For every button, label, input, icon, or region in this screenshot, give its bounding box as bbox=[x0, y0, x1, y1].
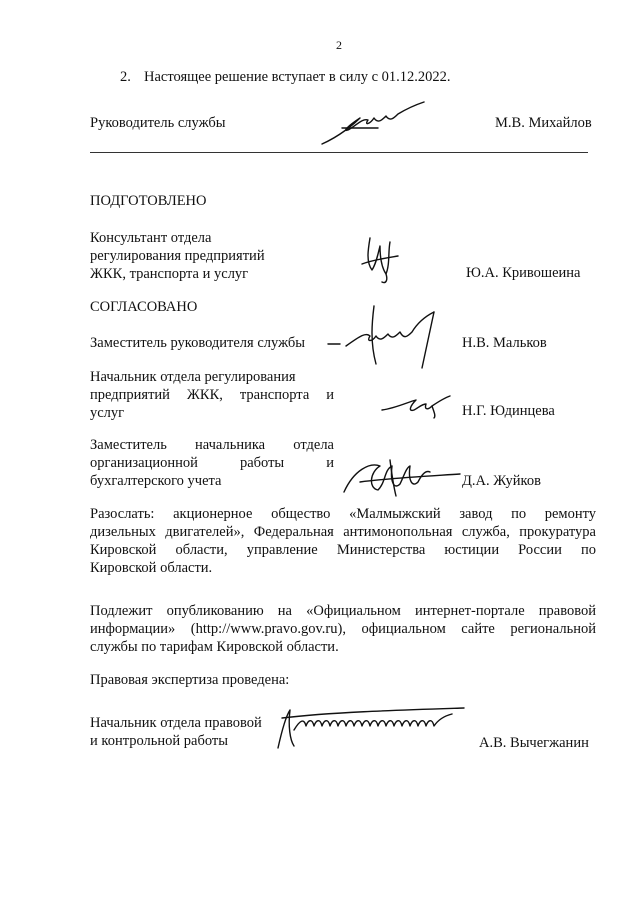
legal-signature bbox=[272, 700, 472, 756]
prepared-position-line: Консультант отдела bbox=[90, 230, 212, 246]
distribution-line: Кировской области. bbox=[90, 560, 213, 576]
dept-head-name: Н.Г. Юдинцева bbox=[462, 403, 555, 419]
distribution-line: Разослать: акционерное общество «Малмыжский завод по ремонту bbox=[90, 506, 596, 522]
legal-name: А.В. Вычегжанин bbox=[479, 735, 589, 751]
dept-head-position-line: услуг bbox=[90, 405, 125, 421]
deputy-dept-signature bbox=[340, 452, 466, 500]
legal-position bbox=[90, 714, 290, 750]
head-name: М.В. Михайлов bbox=[495, 115, 592, 131]
legal-position-line: и контрольной работы bbox=[90, 733, 228, 749]
deputy-name: Н.В. Мальков bbox=[462, 335, 547, 351]
prepared-position-line: регулирования предприятий bbox=[90, 248, 265, 264]
publication-line: информации» (http://www.pravo.gov.ru), официальном сайте региональной bbox=[90, 621, 596, 637]
publication-line: Подлежит опубликованию на «Официальном интернет-портале правовой bbox=[90, 603, 596, 619]
dept-head-position-line: предприятий ЖКК, транспорта и bbox=[90, 387, 334, 403]
prepared-signature bbox=[356, 234, 406, 286]
page-number: 2 bbox=[336, 38, 342, 52]
head-title: Руководитель службы bbox=[90, 115, 226, 131]
distribution-paragraph bbox=[90, 505, 596, 577]
prepared-name: Ю.А. Кривошеина bbox=[466, 265, 581, 281]
dept-head-position bbox=[90, 368, 334, 422]
deputy-signature bbox=[326, 302, 456, 374]
head-signature bbox=[318, 98, 428, 150]
prepared-heading: ПОДГОТОВЛЕНО bbox=[90, 193, 207, 209]
deputy-dept-position-line: Заместитель начальника отдела bbox=[90, 437, 334, 453]
dept-head-signature bbox=[378, 392, 458, 422]
deputy-dept-position-line: бухгалтерского учета bbox=[90, 473, 222, 489]
agreed-heading: СОГЛАСОВАНО bbox=[90, 299, 198, 315]
item-2-text: Настоящее решение вступает в силу с 01.12.2022. bbox=[144, 69, 451, 85]
publication-paragraph bbox=[90, 602, 596, 656]
prepared-position bbox=[90, 229, 320, 283]
deputy-dept-position bbox=[90, 436, 334, 490]
separator-line bbox=[90, 152, 588, 153]
deputy-dept-position-line: организационной работы и bbox=[90, 455, 334, 471]
legal-position-line: Начальник отдела правовой bbox=[90, 715, 262, 731]
distribution-line: дизельных двигателей», Федеральная антимонопольная служба, прокуратура bbox=[90, 524, 596, 540]
deputy-title: Заместитель руководителя службы bbox=[90, 335, 306, 351]
legal-statement: Правовая экспертиза проведена: bbox=[90, 672, 290, 688]
deputy-dept-name: Д.А. Жуйков bbox=[462, 473, 541, 489]
prepared-position-line: ЖКК, транспорта и услуг bbox=[90, 266, 249, 282]
dept-head-position-line: Начальник отдела регулирования bbox=[90, 369, 296, 385]
item-2-number: 2. bbox=[120, 69, 131, 85]
distribution-line: Кировской области, управление Министерства юстиции России по bbox=[90, 542, 596, 558]
publication-line: службы по тарифам Кировской области. bbox=[90, 639, 339, 655]
